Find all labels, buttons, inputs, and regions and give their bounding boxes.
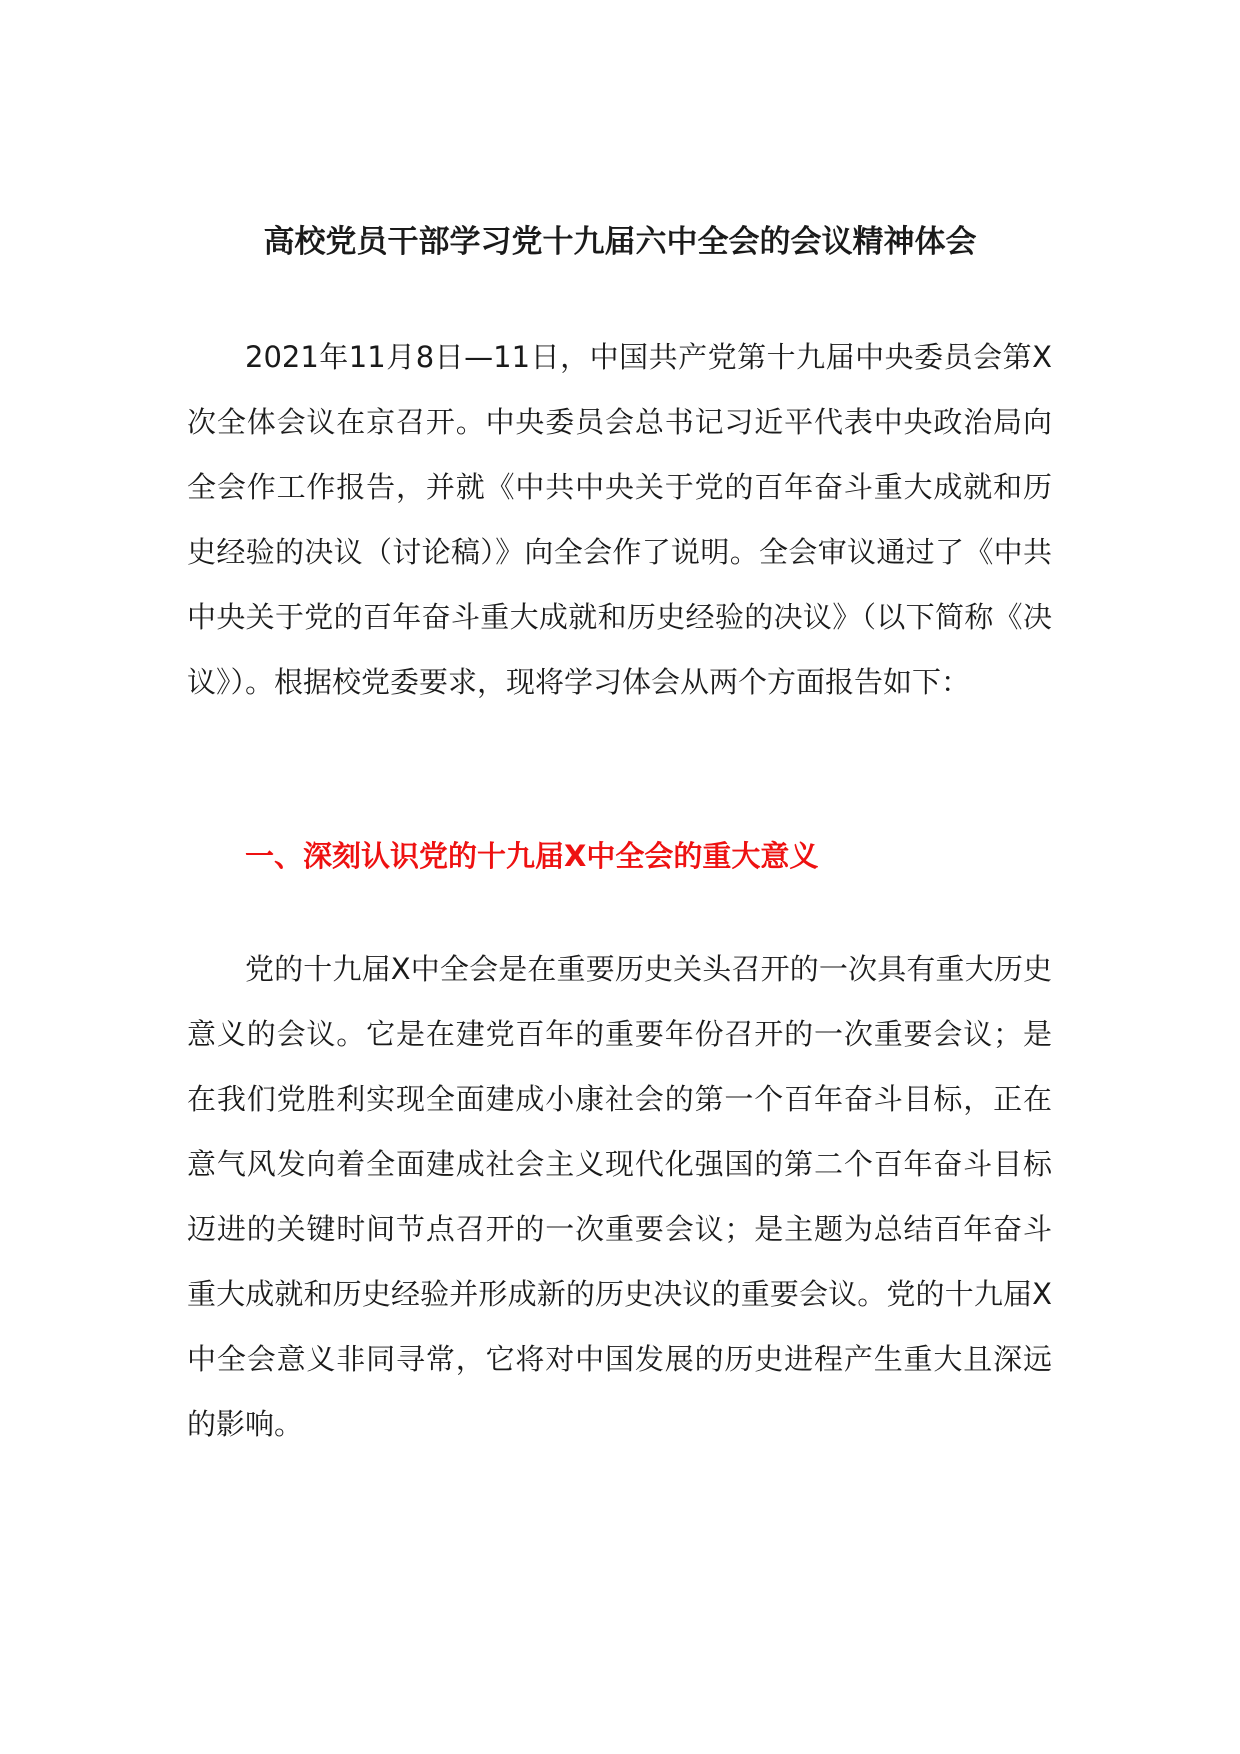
significance-paragraph: 党的十九届X中全会是在重要历史关头召开的一次具有重大历史意义的会议。它是在建党百年的重要年份召开的一次重要会议；是在我们党胜利实现全面建成小康社会的第一个百年奋斗目标，正在意气风发向着全面建成社会主义现代化强国的第二个百年奋斗目标迈进的关键时间节点召开的一次重要会议；是主题为总结百年奋斗重大成就和历史经验并形成新的历史决议的重要会议。党的十九届X中全会意义非同寻常，它将对中国发展的历史进程产生重大且深远的影响。 (187, 952, 1052, 1441)
intro-paragraph: 2021年11月8日—11日，中国共产党第十九届中央委员会第X次全体会议在京召开。中央委员会总书记习近平代表中央政治局向全会作工作报告，并就《中共中央关于党的百年奋斗重大成就和历史经验的决议（讨论稿）》向全会作了说明。全会审议通过了《中共中央关于党的百年奋斗重大成就和历史经验的决议》（以下简称《决议》）。根据校党委要求，现将学习体会从两个方面报告如下： (187, 340, 1052, 699)
section-heading: 一、深刻认识党的十九届X中全会的重大意义 (245, 839, 819, 873)
document-title: 高校党员干部学习党十九届六中全会的会议精神体会 (263, 224, 977, 260)
